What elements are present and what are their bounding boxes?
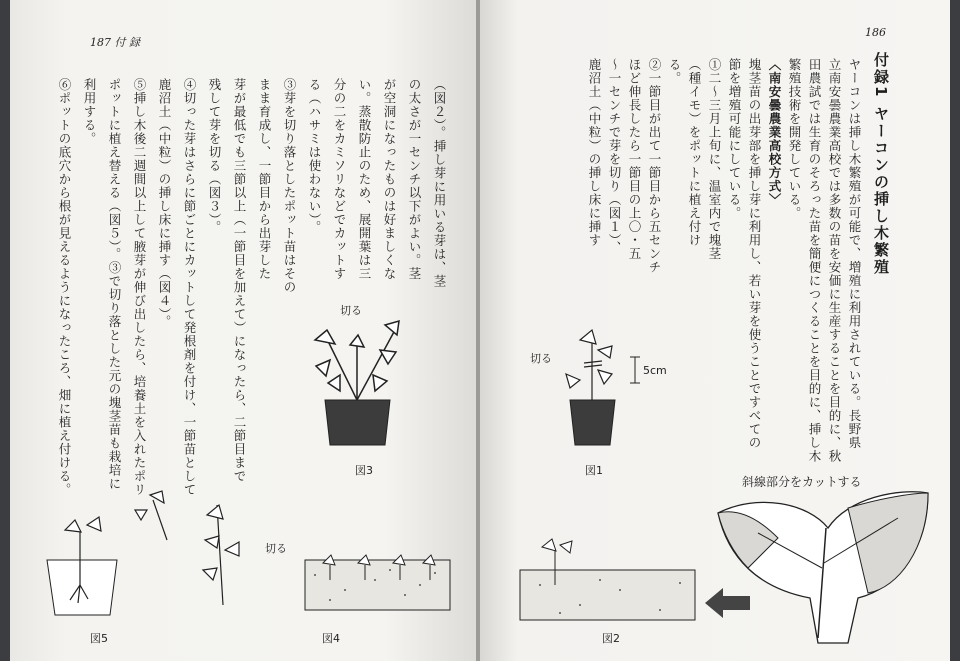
text-column: 鹿沼土（中粒）の挿し床に挿す <box>587 58 602 247</box>
figure-4-cutting-bed-drawing <box>195 495 455 615</box>
text-column: ②一節目が出て一節目から五センチ <box>647 58 662 274</box>
figure-1-caption: 図1 <box>585 464 603 477</box>
text-column: 残して芽を切る（図３）。 <box>207 78 222 234</box>
text-column: が空洞になったものは好ましくな <box>382 78 397 281</box>
text-column: の太さが一センチ以下がよい。茎 <box>407 78 422 281</box>
text-column: ①二〜三月上旬に、温室内で塊茎 <box>707 58 722 261</box>
text-column: ③芽を切り落としたポット苗はその <box>282 78 297 294</box>
text-column: ヤーコンは挿し木繁殖が可能で、増殖に利用されている。長野県 <box>847 58 862 450</box>
text-column: 〜一センチで芽を切り（図１）、 <box>607 58 622 255</box>
text-column: ⑤挿し木後二週間以上して腋芽が伸び出したら、培養土を入れたポリ <box>132 78 147 497</box>
text-column: 節を増殖可能にしている。 <box>727 58 742 220</box>
figure-1-measure-label: 5cm <box>643 364 667 377</box>
text-column: 芽が最低でも三節以上（一節目を加えて）になったら、二節目まで <box>232 78 247 483</box>
figure-5-caption: 図5 <box>90 632 108 645</box>
text-column: 鹿沼土（中粒）の挿し床に挿す（図４）。 <box>157 78 172 329</box>
left-page-header: 187 付 録 <box>90 36 140 49</box>
text-column: 田農試では生育のそろった苗を簡便につくることを目的に、挿し木 <box>807 58 822 463</box>
leaf-cut-diagram <box>718 488 938 643</box>
right-page-header: 186 <box>865 26 886 39</box>
text-column: ほど伸長したら一節目の上〇・五 <box>627 58 642 261</box>
section-heading: 付録1 ヤーコンの挿し木繁殖 <box>872 52 890 276</box>
text-column: 塊茎苗の出芽部を挿し芽に利用し、若い芽を使うことですべての <box>747 58 762 450</box>
left-page <box>10 0 478 661</box>
figure-4-caption: 図4 <box>322 632 340 645</box>
text-column: （種イモ）をポットに植え付け <box>687 58 702 247</box>
figure-1-cut-label: 切る <box>530 352 552 365</box>
text-column: ⑥ポットの底穴から根が見えるようになったころ、畑に植え付ける。 <box>57 78 72 497</box>
figure-5-pot-drawing <box>35 490 175 610</box>
figure-4-cut-label: 切る <box>265 542 287 555</box>
text-column: （図２）。挿し芽に用いる芽は、茎 <box>432 78 447 288</box>
figure-3-plant-drawing <box>295 315 425 465</box>
text-column: 〈南安曇農業高校方式〉 <box>767 58 782 207</box>
text-column: 分の二をカミソリなどでカットす <box>332 78 347 281</box>
text-column: 繁殖技術を開発している。 <box>787 58 802 220</box>
cut-diagram-caption: 斜線部分をカットする <box>742 475 862 489</box>
text-column: まま育成し、一節目から出芽した <box>257 78 272 281</box>
figure-2-cutting-bed-drawing <box>520 535 730 625</box>
text-column: ④切った芽はさらに節ごとにカットして発根剤を付け、一節苗として <box>182 78 197 497</box>
figure-2-caption: 図2 <box>602 632 620 645</box>
text-column: い。蒸散防止のため、展開葉は三 <box>357 78 372 281</box>
text-column: る（ハサミは使わない）。 <box>307 78 322 234</box>
figure-3-caption: 図3 <box>355 464 373 477</box>
figure-3-cut-label: 切る <box>340 304 362 317</box>
figure-1-pot-drawing <box>540 325 680 445</box>
pot-shape <box>325 400 390 445</box>
text-column: る。 <box>667 58 682 85</box>
text-column: 立南安曇農業高校では多数の苗を安価に生産することを目的に、秋 <box>827 58 842 463</box>
right-page <box>480 0 950 661</box>
text-column: 利用する。 <box>82 78 97 146</box>
text-column: ポットに植え替える（図５）。③で切り落とした元の塊茎苗も栽培に <box>107 78 122 491</box>
